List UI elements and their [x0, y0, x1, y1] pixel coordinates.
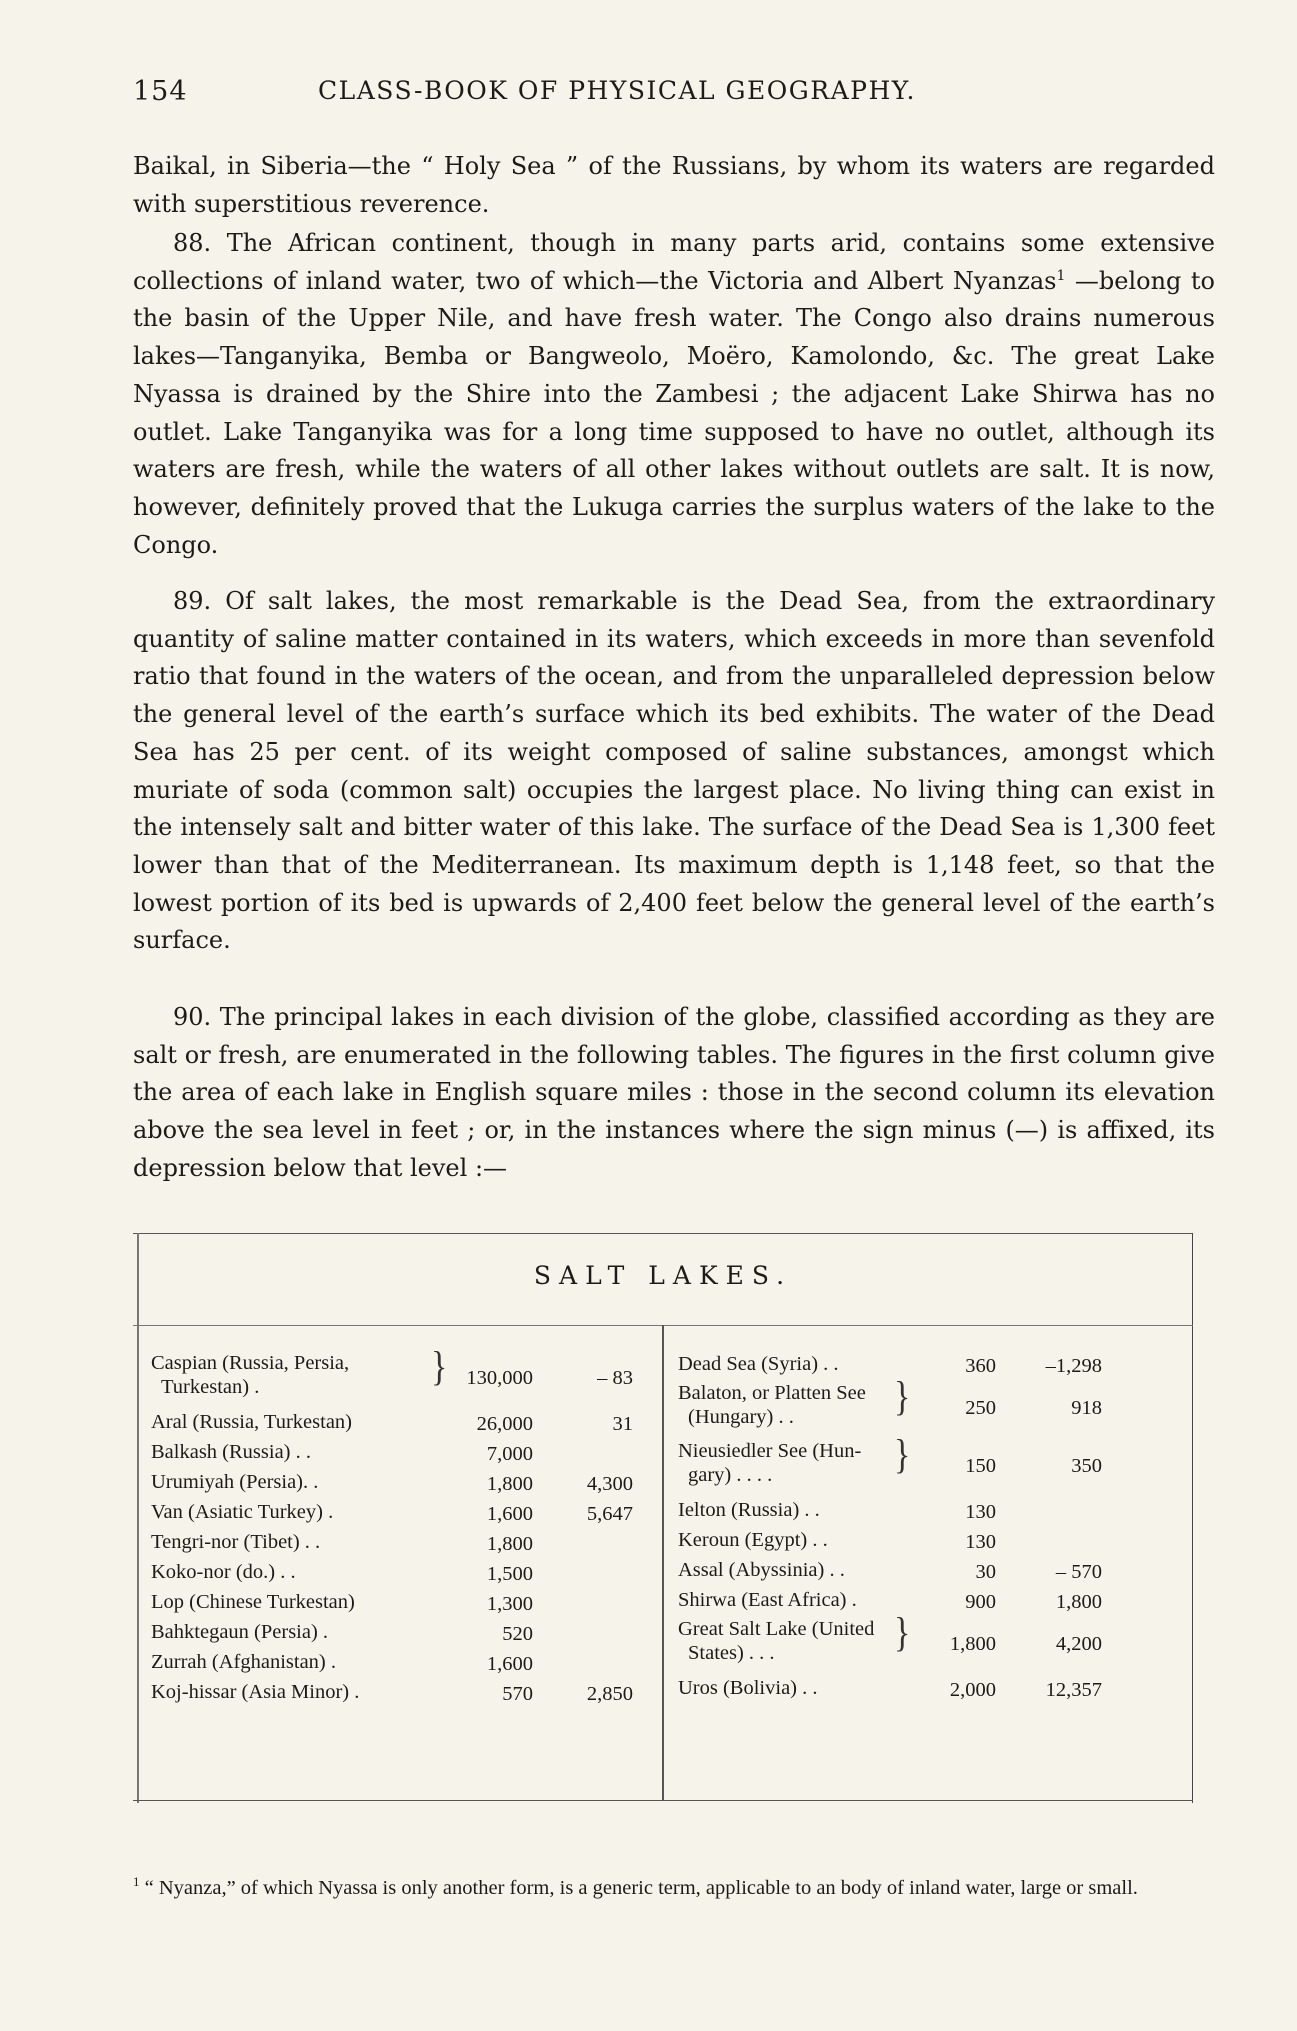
lake-area: 130,000 [466, 1367, 533, 1389]
lake-name-line: Turkestan) . [161, 1376, 260, 1398]
lake-area: 1,800 [486, 1473, 533, 1495]
table-row [678, 1675, 1190, 1705]
lake-area: 26,000 [476, 1413, 533, 1435]
lake-name-line: Keroun (Egypt) . . [678, 1529, 828, 1551]
running-title: CLASS-BOOK OF PHYSICAL GEOGRAPHY. [318, 76, 916, 105]
paragraph-text-b: —belong to the basin of the Upper Nile, and have fresh water. The Congo also drains numerous lakes—Tanganyika, Bemba or Bangweolo, Moëro, Kamolondo, &c. The great Lake Nyassa is drained by the Shire into the Zambesi ; the adjacent Lake Shirwa has no outlet. Lake Tanganyika was for a long time supposed to have no outlet, although its waters are fresh, while the waters of all other lakes without outlets are salt. It is now, however, definitely proved that the Lukuga carries the surplus waters of the lake to the Congo. [133, 266, 1215, 559]
lake-name-line: Balkash (Russia) . . [151, 1441, 311, 1463]
lake-name-line: Uros (Bolivia) . . [678, 1677, 818, 1699]
footnote [133, 1866, 1213, 1904]
lake-area: 130 [965, 1531, 996, 1553]
brace-glyph: } [894, 1375, 911, 1420]
table-row [151, 1649, 661, 1679]
lake-name [678, 1557, 845, 1583]
lake-name [678, 1587, 857, 1613]
lake-name-line: Koko-nor (do.) . . [151, 1561, 296, 1583]
lake-area: 1,300 [486, 1593, 533, 1615]
lake-name [678, 1497, 820, 1523]
lake-area: 150 [965, 1455, 996, 1477]
table-top-rule [133, 1233, 1193, 1234]
lake-area: 1,600 [486, 1503, 533, 1525]
lake-name-line: Nieusiedler See (Hun- [678, 1440, 862, 1462]
lake-elevation: 918 [1071, 1397, 1102, 1419]
lake-name-line: Zurrah (Afghanistan) . [151, 1651, 337, 1673]
lake-name [151, 1499, 333, 1525]
lake-elevation: 31 [612, 1413, 633, 1435]
lake-name [151, 1351, 349, 1399]
table-row [151, 1409, 661, 1439]
lake-area: 1,800 [949, 1633, 996, 1655]
lake-elevation: 5,647 [586, 1503, 633, 1525]
lake-name [151, 1619, 328, 1645]
lake-name [151, 1469, 318, 1495]
lake-name-line: (Hungary) . . [688, 1406, 794, 1428]
page-number: 154 [133, 76, 188, 107]
table-right-rule [1192, 1233, 1194, 1803]
lake-name [678, 1675, 818, 1701]
lake-name [151, 1529, 320, 1555]
table-row [678, 1497, 1190, 1527]
lake-area: 30 [975, 1561, 996, 1583]
table-row [151, 1469, 661, 1499]
table-row [151, 1679, 661, 1709]
table-row [151, 1439, 661, 1469]
lake-name-line: Van (Asiatic Turkey) . [151, 1501, 334, 1523]
lake-name-line: Ielton (Russia) . . [678, 1499, 820, 1521]
paragraph-text: 89. Of salt lakes, the most remarkable is the Dead Sea, from the extraordinary quantity of saline matter contained in its waters, which exceeds in more than sevenfold ratio that found in the waters of the ocean, and from the unparalleled depression below the general level of the earth’s surface which its bed exhibits. The water of the Dead Sea has 25 per cent. of its weight composed of saline substances, amongst which muriate of soda (common salt) occupies the largest place. No living thing can exist in the intensely salt and bitter water of this lake. The surface of the Dead Sea is 1,300 feet lower than that of the Mediterranean. Its maximum depth is 1,148 feet, so that the lowest portion of its bed is upwards of 2,400 feet below the general level of the earth’s surface. [133, 587, 1215, 955]
lake-name-line: Tengri-nor (Tibet) . . [151, 1531, 321, 1553]
lake-area: 520 [502, 1623, 533, 1645]
lake-area: 130 [965, 1501, 996, 1523]
lake-area: 900 [965, 1591, 996, 1613]
lake-name [678, 1439, 861, 1487]
lake-name-line: Assal (Abyssinia) . . [678, 1559, 845, 1581]
table-bottom-rule [133, 1800, 1193, 1801]
lake-name [151, 1439, 311, 1465]
lake-elevation: –1,298 [1045, 1355, 1102, 1377]
lake-name [151, 1649, 336, 1675]
paragraph-90 [133, 999, 1215, 1188]
lake-area: 2,000 [949, 1679, 996, 1701]
table-row [678, 1351, 1190, 1381]
table-row [678, 1375, 1190, 1439]
lake-area: 360 [965, 1355, 996, 1377]
brace-glyph: } [431, 1345, 448, 1390]
lake-name-line: Lop (Chinese Turkestan) [151, 1591, 355, 1613]
paragraph-89 [133, 583, 1215, 960]
lake-name [151, 1409, 352, 1435]
salt-lakes-table [133, 1233, 1193, 1836]
table-row [151, 1345, 661, 1409]
lake-name-line: Balaton, or Platten See [678, 1382, 866, 1404]
lake-name-line: Shirwa (East Africa) . [678, 1589, 857, 1611]
footnote-marker: 1 [133, 1874, 140, 1889]
lake-name-line: Dead Sea (Syria) . . [678, 1353, 839, 1375]
table-left-column [151, 1345, 661, 1709]
table-row [151, 1619, 661, 1649]
table-left-rule [137, 1233, 139, 1803]
table-row [678, 1587, 1190, 1617]
lake-name [678, 1351, 839, 1377]
lake-name-line: Great Salt Lake (United [678, 1618, 875, 1640]
lake-name-line: Koj-hissar (Asia Minor) . [151, 1681, 360, 1703]
lake-elevation: 2,850 [586, 1683, 633, 1705]
lake-name-line: Caspian (Russia, Persia, [151, 1352, 350, 1374]
lake-elevation: – 83 [597, 1367, 633, 1389]
footnote-ref: 1 [1056, 267, 1066, 284]
lake-elevation: – 570 [1055, 1561, 1102, 1583]
paragraph-88 [133, 225, 1215, 564]
lake-name-line: Aral (Russia, Turkestan) [151, 1411, 353, 1433]
brace-glyph: } [894, 1611, 911, 1656]
table-row [151, 1559, 661, 1589]
table-right-column [678, 1351, 1190, 1705]
lake-name [151, 1589, 355, 1615]
paragraph-text: Baikal, in Siberia—the “ Holy Sea ” of the Russians, by whom its waters are regarded with superstitious reverence. [133, 152, 1215, 218]
lake-elevation: 4,300 [586, 1473, 633, 1495]
lake-elevation: 350 [1071, 1455, 1102, 1477]
table-center-rule [662, 1325, 664, 1800]
paragraph-text: 90. The principal lakes in each division of the globe, classified according as they are salt or fresh, are enumerated in the following tables. The figures in the first column give the area of each lake in English square miles : those in the second column its elevation above the sea level in feet ; or, in the instances where the sign minus (—) is affixed, its depression below that level :— [133, 1003, 1215, 1182]
table-title: SALT LAKES. [533, 1261, 793, 1290]
lake-name-line: States) . . . [688, 1642, 775, 1664]
lake-area: 7,000 [486, 1443, 533, 1465]
lake-name-line: Bahktegaun (Persia) . [151, 1621, 329, 1643]
lake-name [678, 1381, 866, 1429]
lake-area: 1,600 [486, 1653, 533, 1675]
brace-glyph: } [894, 1433, 911, 1478]
lake-elevation: 1,800 [1055, 1591, 1102, 1613]
lake-name [151, 1679, 359, 1705]
table-row [151, 1529, 661, 1559]
lake-name [151, 1559, 296, 1585]
lake-name-line: gary) . . . . [688, 1464, 773, 1486]
lake-name [678, 1617, 874, 1665]
lake-area: 570 [502, 1683, 533, 1705]
lake-area: 1,500 [486, 1563, 533, 1585]
table-row [678, 1433, 1190, 1497]
table-row [678, 1611, 1190, 1675]
lake-area: 250 [965, 1397, 996, 1419]
lake-name-line: Urumiyah (Persia). . [151, 1471, 319, 1493]
lake-name [678, 1527, 828, 1553]
table-row [678, 1527, 1190, 1557]
footnote-text: “ Nyanza,” of which Nyassa is only another form, is a generic term, applicable to an body of inland water, large or small. [144, 1876, 1138, 1899]
lake-elevation: 12,357 [1045, 1679, 1102, 1701]
table-row [151, 1589, 661, 1619]
paragraph-text [133, 225, 1215, 564]
lake-elevation: 4,200 [1055, 1633, 1102, 1655]
table-row [678, 1557, 1190, 1587]
lake-area: 1,800 [486, 1533, 533, 1555]
paragraph-text-a: 88. The African continent, though in many parts arid, contains some extensive collections of inland water, two of which—the Victoria and Albert Nyanzas [133, 229, 1215, 295]
paragraph-baikal [133, 148, 1215, 223]
table-row [151, 1499, 661, 1529]
